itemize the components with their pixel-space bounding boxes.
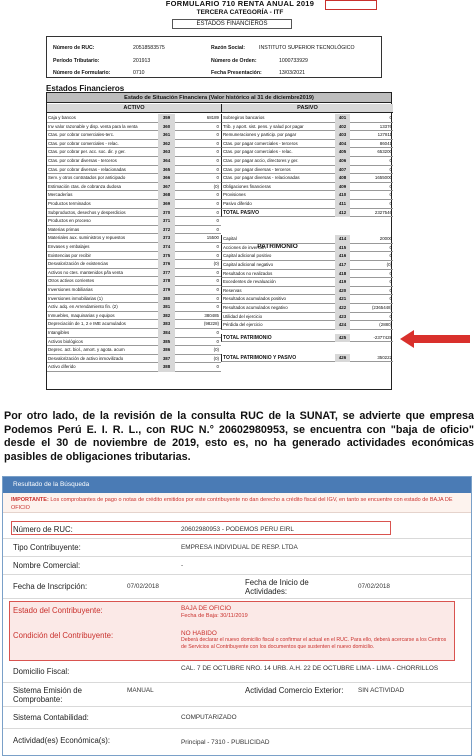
actividad-key: Actividad(es) Económica(s):	[13, 736, 111, 745]
contab-key: Sistema Contabilidad:	[13, 713, 89, 722]
nombre-key: Nombre Comercial:	[13, 561, 81, 570]
row-label: Utilidad del ejercicio	[223, 313, 263, 319]
row-label: Resultados no realizados	[223, 270, 273, 276]
comercio-ext-val: SIN ACTIVIDAD	[358, 687, 405, 694]
row-code: 363	[158, 148, 175, 157]
activo-row	[47, 312, 221, 321]
patrimonio-row	[221, 261, 393, 270]
patrimonio-row	[221, 287, 393, 296]
row-value: 0	[216, 218, 219, 224]
row-value: 13376	[379, 123, 392, 129]
row-label: Productos en proceso	[48, 218, 91, 224]
pasivo-row	[221, 131, 393, 140]
patrimonio-row	[221, 235, 393, 244]
row-label: Ctas. por cobrar comerciales-terc.	[48, 132, 115, 138]
row-label: Ctas. por pagar comerciales - relac.	[223, 149, 293, 155]
row-code: 365	[158, 166, 175, 175]
row-contabilidad	[3, 707, 471, 729]
row-label: Inv valor razonable y disp. venta para la venta	[48, 123, 138, 129]
pasivo-row	[221, 114, 393, 123]
row-label: Inversiones mobiliarias	[48, 287, 93, 292]
pasivo-row	[221, 191, 393, 200]
row-label: Mercaderías	[48, 192, 73, 198]
row-label: Desvalorización de existencias	[48, 261, 109, 267]
red-arrow-icon	[400, 330, 470, 348]
row-value: 0	[216, 295, 219, 301]
row-code: 362	[158, 140, 175, 149]
row-label: Capital adicional positivo	[223, 253, 272, 259]
pasivo-row	[221, 183, 393, 192]
pasivo-row	[221, 123, 393, 132]
activo-row	[47, 200, 221, 209]
activo-row	[47, 243, 221, 252]
pasivo-row	[221, 209, 393, 218]
pasivo-row	[221, 166, 393, 175]
row-actividad	[3, 729, 471, 755]
inicio-act-key: Fecha de Inicio de Actividades:	[245, 578, 309, 596]
row-label: Serv. y otros contratados por anticipado	[48, 175, 126, 181]
balance-sheet-title: Estado de Situación Financiera (Valor histórico al 31 de diciembre2019)	[47, 93, 391, 103]
row-value: 0	[389, 166, 392, 172]
row-label: Capital	[223, 236, 237, 242]
row-value: 0	[216, 226, 219, 232]
row-label: Existencias por recibir	[48, 252, 91, 258]
form-subtitle: TERCERA CATEGORÍA - ITF	[196, 9, 284, 16]
razon-label: Razón Social:	[211, 45, 246, 51]
activo-row	[47, 260, 221, 269]
row-label: TOTAL PATRIMONIO	[223, 334, 272, 341]
emision-val: MANUAL	[127, 687, 154, 694]
activo-row	[47, 209, 221, 218]
row-code: 401	[335, 114, 350, 123]
activo-row	[47, 355, 221, 364]
row-label: Resultados acumulados positivo	[223, 296, 286, 302]
row-code: 369	[158, 200, 175, 209]
row-label: Reservas	[223, 287, 242, 293]
row-code: 380	[158, 295, 175, 304]
patrimonio-row	[221, 278, 393, 287]
highlight-box	[325, 0, 377, 10]
activo-row	[47, 217, 221, 226]
row-label: Trib. y aport. sist. pens. y salud por pagar	[223, 123, 304, 129]
total-patrimonio-row	[221, 334, 393, 343]
row-code: 406	[335, 157, 350, 166]
pasivo-row	[221, 157, 393, 166]
row-label: Acciones de inversión	[223, 244, 266, 250]
pasivo-row	[221, 174, 393, 183]
row-code: 359	[158, 114, 175, 123]
activo-row	[47, 131, 221, 140]
row-value: 0	[216, 252, 219, 258]
row-value: (0)	[213, 347, 219, 353]
row-code: 420	[335, 287, 350, 296]
row-value: 0	[216, 132, 219, 138]
form-header-box	[46, 36, 382, 78]
row-label: Estimación ctas. de cobranza dudosa	[48, 183, 121, 189]
row-code: 385	[158, 338, 175, 347]
row-value: 0	[389, 253, 392, 259]
pasivo-row	[221, 200, 393, 209]
row-code: 376	[158, 260, 175, 269]
row-label: Provisiones	[223, 192, 246, 198]
activo-row	[47, 234, 221, 243]
row-value: 0	[216, 149, 219, 155]
row-code: 379	[158, 286, 175, 295]
fecha-insc-key: Fecha de Inscripción:	[13, 582, 88, 591]
row-code: 410	[335, 191, 350, 200]
comercio-ext-key: Actividad Comercio Exterior:	[245, 686, 344, 695]
patrimonio-row	[221, 244, 393, 253]
row-value: 0	[389, 279, 392, 285]
formulario-label: Número de Formulario:	[53, 70, 111, 76]
total-pasivo-patrimonio-row	[221, 354, 393, 363]
patrimonio-row	[221, 304, 393, 313]
activo-row	[47, 346, 221, 355]
row-value: 0	[216, 209, 219, 215]
row-tipo	[3, 539, 471, 557]
important-label: IMPORTANTE:	[11, 497, 49, 503]
row-code: 370	[158, 209, 175, 218]
estado-sub: Fecha de Baja: 30/11/2019	[181, 613, 248, 619]
row-label: TOTAL PASIVO	[223, 209, 260, 216]
sunat-result-panel	[2, 476, 472, 756]
row-label: Deprec. act. biol., amort. y agota. acum	[48, 347, 125, 353]
orden-label: Número de Orden:	[211, 58, 257, 64]
activo-row	[47, 363, 221, 372]
activo-row	[47, 338, 221, 347]
periodo-value: 201913	[133, 58, 151, 64]
activo-row	[47, 148, 221, 157]
activo-row	[47, 277, 221, 286]
ruc-label: Número de RUC:	[53, 45, 95, 51]
patrimonio-row	[221, 270, 393, 279]
row-code: 377	[158, 269, 175, 278]
row-code: 383	[158, 320, 175, 329]
tipo-key: Tipo Contribuyente:	[13, 543, 81, 552]
row-value: 0	[389, 287, 392, 293]
activo-row	[47, 174, 221, 183]
row-value: 127811	[377, 132, 392, 138]
actividad-val: Principal - 7310 - PUBLICIDAD	[181, 739, 270, 746]
important-text: Los comprobantes de pago o notas de crédito emitidos por este contribuyente no dan derecho a crédito fiscal del IGV, en tanto se encuentre con estado de BAJA DE OFICIO	[11, 497, 453, 511]
row-code: 405	[335, 148, 350, 157]
row-value: 0	[389, 158, 392, 163]
row-label: Activos no ctes. mantenidos p/la venta	[48, 269, 123, 275]
estado-val: BAJA DE OFICIO	[181, 605, 232, 612]
activo-row	[47, 191, 221, 200]
row-label: Ctas. por pagar accio, directores y ger.	[223, 158, 299, 163]
row-value: 0	[389, 201, 392, 206]
row-value: 0	[216, 140, 219, 146]
row-code: 387	[158, 355, 175, 364]
row-value: 0	[216, 192, 219, 198]
patrimonio-row	[221, 321, 393, 330]
ruc-key: Número de RUC:	[13, 525, 73, 534]
activo-row	[47, 114, 221, 123]
row-label: Sobregiros bancarios	[223, 115, 265, 120]
row-value: 0	[389, 296, 392, 302]
domicilio-val: CAL. 7 DE OCTUBRE NRO. 14 URB. A.H. 22 DE OCTUBRE LIMA - LIMA - CHORRILLOS	[181, 665, 439, 672]
row-code: 404	[335, 140, 350, 149]
estado-key: Estado del Contribuyente:	[13, 606, 103, 615]
row-value: -2377428	[373, 334, 392, 340]
razon-value: INSTITUTO SUPERIOR TECNOLÓGICO	[259, 45, 355, 51]
row-code: 411	[335, 200, 350, 209]
activo-row	[47, 166, 221, 175]
row-value: 0	[216, 278, 219, 284]
row-code: 419	[335, 278, 350, 287]
orden-value: 1000733929	[279, 58, 308, 64]
row-value: (0)	[213, 261, 219, 267]
fecha-value: 13/03/2021	[279, 70, 305, 76]
row-code: 422	[335, 304, 350, 313]
row-code: 421	[335, 295, 350, 304]
row-label: Pasivo diferido	[223, 201, 252, 206]
row-code: 382	[158, 312, 175, 321]
activo-row	[47, 295, 221, 304]
row-value: (98228)	[203, 321, 219, 327]
row-code: 372	[158, 226, 175, 235]
periodo-label: Período Tributario:	[53, 58, 100, 64]
row-code: 375	[158, 252, 175, 261]
row-code: 407	[335, 166, 350, 175]
pasivo-header: PASIVO	[221, 104, 393, 113]
formulario-value: 0710	[133, 70, 145, 76]
row-value: 20000	[379, 236, 392, 242]
row-code: 360	[158, 123, 175, 132]
row-label: TOTAL PATRIMONIO Y PASIVO	[223, 354, 297, 361]
activo-row	[47, 286, 221, 295]
row-label: Pérdida del ejercicio	[223, 322, 263, 328]
row-label: Envases y embalajes	[48, 244, 90, 249]
activo-row	[47, 269, 221, 278]
activo-row	[47, 140, 221, 149]
row-value: 0	[389, 192, 392, 198]
body-paragraph: Por otro lado, de la revisión de la consulta RUC de la SUNAT, se advierte que empresa Podemos Perú E. I. R. L., con RUC N.° 20602980953, se encuentra con "baja de oficio" desde el 30 de noviembre de 2019, esto es, no ha generado actividades económicas pasibles de obligaciones tributarias.	[4, 410, 474, 463]
row-value: 0	[216, 244, 219, 249]
inicio-act-val: 07/02/2018	[358, 583, 390, 590]
contab-val: COMPUTARIZADO	[181, 714, 237, 721]
activo-header: ACTIVO	[47, 104, 221, 113]
row-code: 381	[158, 303, 175, 312]
row-code: 384	[158, 329, 175, 338]
row-emision	[3, 683, 471, 707]
patrimonio-row	[221, 252, 393, 261]
row-value: 0	[216, 287, 219, 292]
row-value: 0	[389, 244, 392, 250]
row-fecha-inscripcion	[3, 575, 471, 599]
row-value: 0	[389, 270, 392, 276]
row-condicion	[3, 627, 471, 661]
row-label: Subproductos, desechos y desperdicios	[48, 209, 126, 215]
row-code: 414	[335, 235, 350, 244]
condicion-val: NO HABIDO	[181, 630, 217, 637]
row-value: 0	[216, 330, 219, 335]
row-label: Ctas. por cobrar diversas - relacionadas	[48, 166, 126, 172]
row-label: Otros activos corrientes	[48, 278, 95, 284]
row-code: 423	[335, 313, 350, 322]
row-value: (2880)	[379, 322, 392, 328]
fecha-label: Fecha Presentación:	[211, 70, 262, 76]
activo-row	[47, 320, 221, 329]
pasivo-row	[221, 140, 393, 149]
row-value: 0	[216, 364, 219, 370]
row-value: 350222	[377, 354, 392, 360]
row-code: 364	[158, 157, 175, 166]
row-code: 424	[335, 321, 350, 330]
row-value: (2365448)	[371, 305, 392, 310]
row-label: Inversiones inmobiliarias (1)	[48, 295, 103, 301]
row-value: 15500	[206, 235, 219, 241]
row-label: Ctas. por pagar diversas - terceros	[223, 166, 291, 172]
domicilio-key: Domicilio Fiscal:	[13, 667, 70, 676]
row-label: Ctas. por cobrar per. acc. soc. dir. y ger.	[48, 149, 126, 155]
row-label: Capital adicional negativo	[223, 262, 274, 267]
row-value: 0	[389, 313, 392, 319]
row-code: 417	[335, 261, 350, 270]
row-value: 0	[389, 183, 392, 189]
row-value: 86041	[379, 140, 392, 146]
row-nombre	[3, 557, 471, 575]
row-code: 426	[335, 354, 350, 363]
row-code: 366	[158, 174, 175, 183]
section-title: ESTADOS FINANCIEROS	[172, 19, 292, 29]
row-label: Ctas. por cobrar diversas - terceros	[48, 158, 117, 163]
activo-row	[47, 157, 221, 166]
estados-financieros-heading: Estados Financieros	[46, 84, 125, 93]
row-label: Inmuebles, maquinarias y equipos	[48, 312, 115, 318]
row-value: 0	[216, 158, 219, 163]
row-value: 0	[216, 166, 219, 172]
row-estado	[3, 603, 471, 625]
row-value: 0	[216, 304, 219, 310]
row-code: 378	[158, 277, 175, 286]
fecha-insc-val: 07/02/2018	[127, 583, 159, 590]
row-label: Depreciación de 1, 2 e IME acumulados	[48, 321, 126, 327]
row-value: 2327546	[374, 209, 392, 215]
row-label: Resultados acumulados negativo	[223, 305, 288, 310]
pasivo-row	[221, 148, 393, 157]
activo-row	[47, 303, 221, 312]
row-value: (0)	[386, 262, 392, 267]
row-label: Ctas. por pagar diversas - relacionadas	[223, 175, 300, 181]
row-code: 418	[335, 270, 350, 279]
row-value: 0	[216, 175, 219, 181]
row-label: Productos terminados	[48, 201, 91, 206]
activo-row	[47, 183, 221, 192]
row-code: 425	[335, 334, 350, 343]
balance-sheet-table	[46, 92, 392, 390]
row-label: Materiales aux. suministros y repuestos	[48, 235, 126, 241]
row-label: Desvalorización de activo inmovilizado	[48, 355, 124, 361]
row-code: 412	[335, 209, 350, 218]
row-value: 0	[389, 115, 392, 120]
row-label: Intangibles	[48, 330, 70, 335]
row-label: Caja y bancos	[48, 115, 76, 120]
row-value: 0	[216, 338, 219, 344]
row-value: 0	[216, 269, 219, 275]
important-notice	[3, 493, 471, 513]
activo-row	[47, 226, 221, 235]
row-label: Remuneraciones y particip. por pagar	[223, 132, 297, 138]
patrimonio-header: PATRIMONIO	[221, 239, 333, 255]
condicion-key: Condición del Contribuyente:	[13, 631, 114, 640]
activo-row	[47, 123, 221, 132]
form-title: FORMULARIO 710 RENTA ANUAL 2019	[165, 0, 315, 8]
row-code: 415	[335, 244, 350, 253]
row-value: 653200	[377, 149, 392, 155]
row-code: 402	[335, 123, 350, 132]
row-code: 371	[158, 217, 175, 226]
patrimonio-row	[221, 313, 393, 322]
row-domicilio	[3, 663, 471, 683]
row-ruc	[3, 523, 471, 539]
ruc-val: 20602980953 - PODEMOS PERU EIRL	[181, 526, 294, 533]
row-value: 1655000	[374, 175, 392, 181]
row-label: Obligaciones financieras	[223, 183, 271, 189]
result-header: Resultado de la Búsqueda	[3, 477, 471, 493]
activo-row	[47, 252, 221, 261]
row-code: 368	[158, 191, 175, 200]
row-label: Ctas. por cobrar comerciales - relac.	[48, 140, 119, 146]
row-label: Materias primas	[48, 226, 80, 232]
row-value: 0	[216, 201, 219, 206]
row-label: Excedentes de revaluación	[223, 279, 276, 285]
row-code: 388	[158, 363, 175, 372]
row-label: Ctas. por pagar comerciales - terceros	[223, 140, 298, 146]
activo-row	[47, 329, 221, 338]
row-code: 361	[158, 131, 175, 140]
row-label: Activo diferido	[48, 364, 76, 370]
row-code: 386	[158, 346, 175, 355]
row-value: (0)	[213, 183, 219, 189]
row-code: 416	[335, 252, 350, 261]
row-value: 68189	[206, 115, 219, 120]
condicion-sub: Deberá declarar el nuevo domicilio fiscal o confirmar el actual en el RUC. Para ello, deberá acercarse a los Centros de Servicios al Contribuyente con los documentos que sustenten el nuevo domicilio.	[181, 637, 447, 650]
row-code: 367	[158, 183, 175, 192]
row-value: 0	[216, 123, 219, 129]
row-label: Activ. adq. en Arrendamiento fin. (2)	[48, 304, 118, 310]
row-code: 403	[335, 131, 350, 140]
tipo-val: EMPRESA INDIVIDUAL DE RESP. LTDA	[181, 544, 298, 551]
row-code: 373	[158, 234, 175, 243]
row-label: Activos biológicos	[48, 338, 83, 344]
row-value: 380485	[204, 312, 219, 318]
row-code: 408	[335, 174, 350, 183]
row-code: 374	[158, 243, 175, 252]
emision-key: Sistema Emisión de Comprobante:	[13, 686, 82, 704]
row-value: (0)	[213, 355, 219, 361]
patrimonio-row	[221, 295, 393, 304]
nombre-val: -	[181, 562, 184, 569]
ruc-value: 20518583575	[133, 45, 165, 51]
row-code: 409	[335, 183, 350, 192]
